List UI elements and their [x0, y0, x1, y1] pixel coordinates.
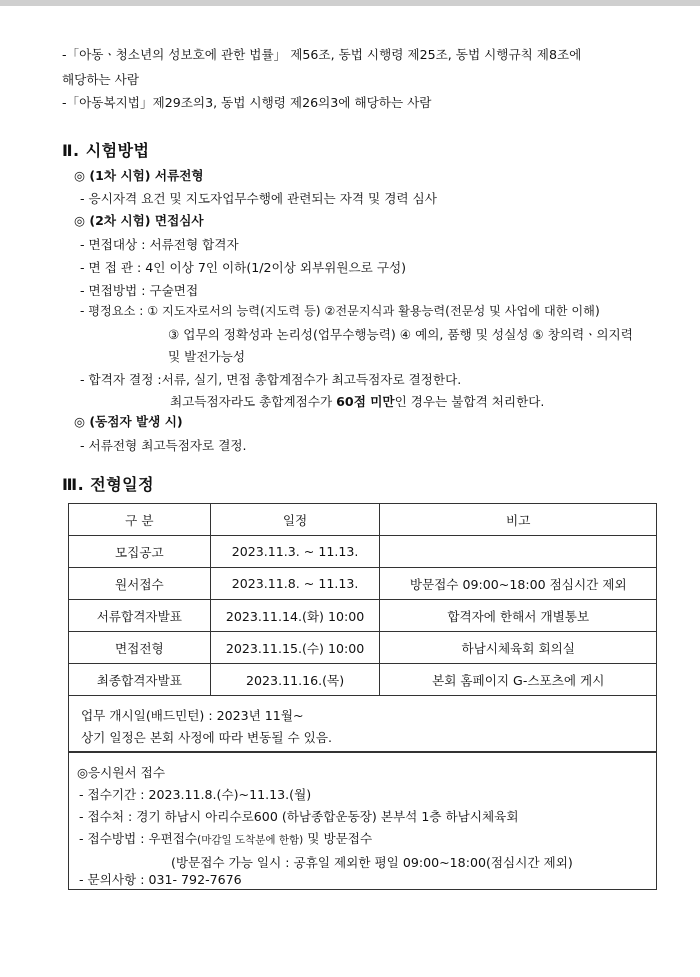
schedule-note-box [68, 693, 657, 752]
row-category: 면접전형 [69, 632, 211, 664]
table-row [69, 632, 657, 664]
criteria-line-3: 및 발전가능성 [168, 349, 245, 364]
application-period: - 접수기간 : 2023.11.8.(수)~11.13.(월) [79, 787, 312, 802]
schedule-table [68, 503, 657, 696]
intro-line-1: -「아동ㆍ청소년의 성보호에 관한 법률」 제56조, 동법 시행령 제25조, 동법 시행규칙 제8조에 [62, 47, 582, 62]
row-remarks: 본회 홈페이지 G-스포츠에 게시 [380, 664, 657, 696]
top-shade [0, 0, 700, 6]
start-date-note: 업무 개시일(배드민턴) : 2023년 11월~ [81, 708, 304, 723]
row-schedule: 2023.11.3. ~ 11.13. [210, 536, 380, 568]
application-title: ◎응시원서 접수 [77, 765, 165, 780]
application-place: - 접수처 : 경기 하남시 아리수로600 (하남종합운동장) 본부석 1층 하남시체육회 [79, 809, 519, 824]
section-2-title: Ⅱ. 시험방법 [62, 141, 150, 160]
row-category: 원서접수 [69, 568, 211, 600]
header-category: 구 분 [69, 504, 211, 536]
row-schedule: 2023.11.16.(목) [210, 664, 380, 696]
table-header-row [69, 504, 657, 536]
row-schedule: 2023.11.15.(수) 10:00 [210, 632, 380, 664]
row-category: 모집공고 [69, 536, 211, 568]
row-remarks: 하남시체육회 회의실 [380, 632, 657, 664]
header-remarks: 비고 [380, 504, 657, 536]
row-remarks: 합격자에 한해서 개별통보 [380, 600, 657, 632]
table-row [69, 536, 657, 568]
row-category: 최종합격자발표 [69, 664, 211, 696]
row-schedule: 2023.11.14.(화) 10:00 [210, 600, 380, 632]
pass-decision-1: - 합격자 결정 :서류, 실기, 면접 총합계점수가 최고득점자로 결정한다. [80, 372, 462, 387]
interviewers: - 면 접 관 : 4인 이상 7인 이하(1/2이상 외부위원으로 구성) [80, 260, 407, 275]
second-exam-title: ◎ (2차 시험) 면접심사 [74, 213, 204, 228]
visit-hours: (방문접수 가능 일시 : 공휴일 제외한 평일 09:00~18:00(점심시간 제외) [171, 855, 573, 870]
table-row [69, 664, 657, 696]
fail-threshold: 60점 미만 [336, 394, 395, 409]
row-schedule: 2023.11.8. ~ 11.13. [210, 568, 380, 600]
interview-method: - 면접방법 : 구술면접 [80, 283, 199, 298]
intro-line-3: -「아동복지법」제29조의3, 동법 시행령 제26의3에 해당하는 사람 [62, 95, 432, 110]
tie-desc: - 서류전형 최고득점자로 결정. [80, 438, 247, 453]
header-schedule: 일정 [210, 504, 380, 536]
row-remarks [380, 536, 657, 568]
table-row [69, 568, 657, 600]
row-category: 서류합격자발표 [69, 600, 211, 632]
criteria-line-2: ③ 업무의 정확성과 논리성(업무수행능력) ④ 예의, 품행 및 성실성 ⑤ 창의력ㆍ의지력 [168, 327, 633, 342]
contact-info: - 문의사항 : 031- 792-7676 [79, 872, 242, 887]
tie-title: ◎ (동점자 발생 시) [74, 414, 183, 429]
criteria-line-1: - 평정요소 : ① 지도자로서의 능력(지도력 등) ②전문지식과 활용능력(전문성 및 사업에 대한 이해) [80, 304, 600, 318]
first-exam-desc: - 응시자격 요건 및 지도자업무수행에 관련되는 자격 및 경력 심사 [80, 191, 437, 206]
row-remarks: 방문접수 09:00~18:00 점심시간 제외 [380, 568, 657, 600]
section-3-title: Ⅲ. 전형일정 [62, 475, 155, 494]
interview-target: - 면접대상 : 서류전형 합격자 [80, 237, 239, 252]
first-exam-title: ◎ (1차 시험) 서류전형 [74, 168, 204, 183]
table-row [69, 600, 657, 632]
application-box [68, 752, 657, 890]
intro-line-2: 해당하는 사람 [62, 72, 139, 87]
pass-decision-2: 최고득점자라도 총합계점수가 60점 미만인 경우는 불합격 처리한다. [170, 394, 545, 409]
schedule-change-note: 상기 일정은 본회 사정에 따라 변동될 수 있음. [81, 730, 333, 745]
application-method: - 접수방법 : 우편접수(마감일 도착분에 한함) 및 방문접수 [79, 831, 373, 846]
